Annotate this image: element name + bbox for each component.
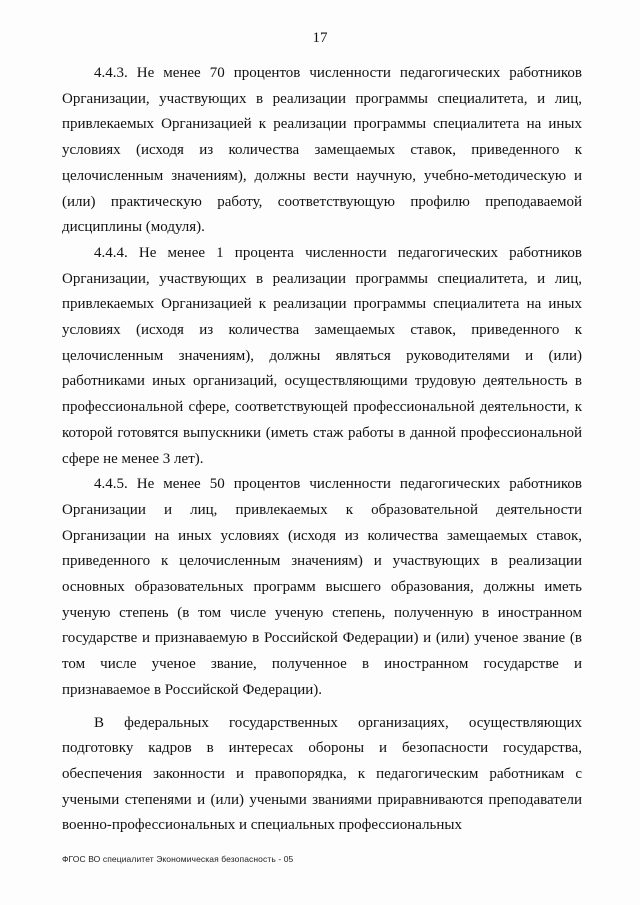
- paragraph-4-4-3: 4.4.3. Не менее 70 процентов численности педагогических работников Организации, участвующих в реализации программы специалитета, и лиц, привлекаемых Организацией к реализации программы специалитета на иных условиях (исходя из количества замещаемых ставок, приведенного к целочисленным значениям), должны вести научную, учебно-методическую и (или) практическую работу, соответствующую профилю преподаваемой дисциплины (модуля).: [62, 65, 582, 236]
- page-footer: ФГОС ВО специалитет Экономическая безопасность - 05: [62, 854, 294, 864]
- page-number: 17: [312, 30, 328, 46]
- document-body: [62, 61, 582, 839]
- paragraph-4-4-4: 4.4.4. Не менее 1 процента численности педагогических работников Организации, участвующих в реализации программы специалитета, и лиц, привлекаемых Организацией к реализации программы специалитета на иных условиях (исходя из количества замещаемых ставок, приведенного к целочисленным значениям), должны являться руководителями и (или) работниками иных организаций, осуществляющими трудовую деятельность в профессиональной сфере, соответствующей профессиональной деятельности, к которой готовятся выпускники (иметь стаж работы в данной профессиональной сфере не менее 3 лет).: [62, 244, 582, 467]
- paragraph-federal-organizations: В федеральных государственных организациях, осуществляющих подготовку кадров в интересах обороны и безопасности государства, обеспечения законности и правопорядка, к педагогическим работникам с учеными степенями и (или) учеными званиями приравниваются преподаватели военно-профессиональных и специальных профессиональных: [62, 714, 582, 834]
- paragraph-4-4-5: 4.4.5. Не менее 50 процентов численности педагогических работников Организации и лиц, привлекаемых к образовательной деятельности Организации на иных условиях (исходя из количества замещаемых ставок, приведенного к целочисленным значениям) и участвующих в реализации основных образовательных программ высшего образования, должны иметь ученую степень (в том числе ученую степень, полученную в иностранном государстве и признаваемую в Российской Федерации) и (или) ученое звание (в том числе ученое звание, полученное в иностранном государстве и признаваемое в Российской Федерации).: [62, 476, 582, 698]
